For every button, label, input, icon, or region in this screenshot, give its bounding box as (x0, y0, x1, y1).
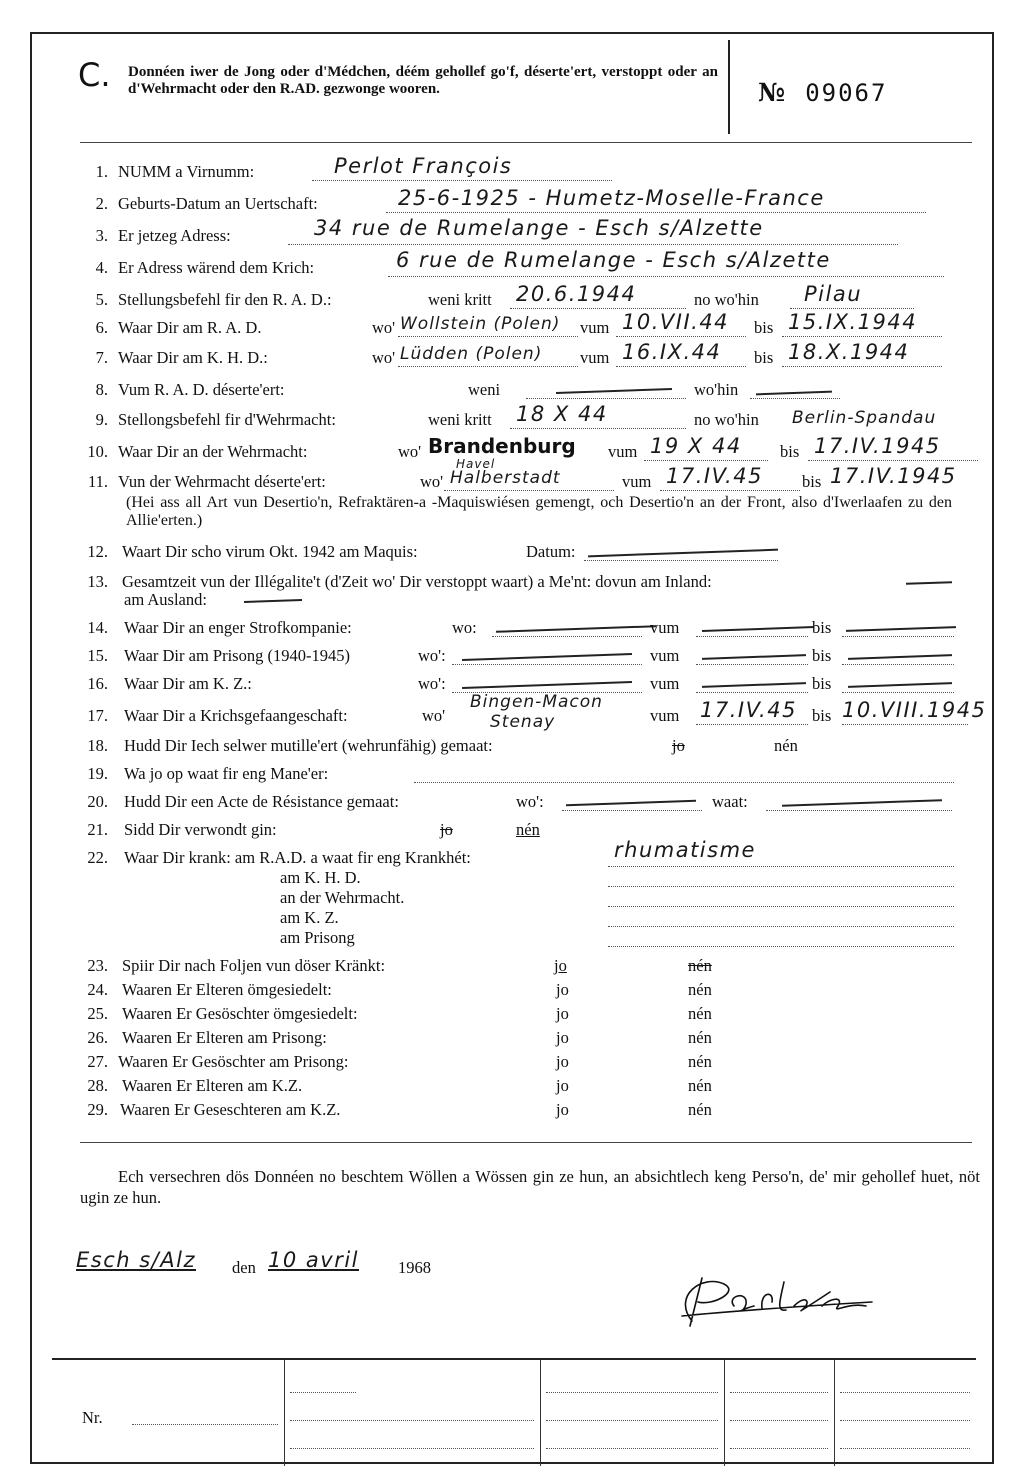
where-label: wo': (516, 792, 544, 811)
from-label: vum (580, 348, 610, 367)
fill-line (492, 636, 642, 637)
when-value: 20.6.1944 (516, 282, 637, 306)
form-header (32, 34, 996, 142)
fill-line (696, 664, 808, 665)
strike-stroke (848, 682, 952, 687)
when-label: weni kritt (428, 410, 492, 429)
item-label: Sidd Dir verwondt gin: (124, 820, 277, 839)
strike-stroke (702, 654, 806, 659)
item-label: Waar Dir krank: am R.A.D. a waat fir eng Krankhét: (124, 848, 471, 867)
yes-option: jo (556, 1004, 569, 1023)
strike-stroke (848, 654, 952, 659)
box-fill-line (290, 1448, 534, 1449)
box-fill-line (290, 1392, 356, 1393)
item-label: Stellongsbefehl fir d'Wehrmacht: (118, 410, 336, 429)
item-label: Waar Dir an enger Strofkompanie: (124, 618, 352, 637)
item-label: Waar Dir am K. H. D.: (118, 348, 268, 367)
item-label: Waar Dir a Krichsgefaangeschaft: (124, 706, 348, 725)
fill-line (510, 308, 686, 309)
item-label: Er jetzeg Adress: (118, 226, 231, 245)
item-label: Geburts-Datum an Uertschaft: (118, 194, 318, 213)
fill-line (584, 560, 778, 561)
sub-label: an der Wehrmacht. (280, 888, 405, 907)
item-number: 10. (87, 442, 108, 461)
to-value: 15.IX.1944 (788, 310, 918, 334)
from-value: 17.IV.45 (666, 464, 763, 488)
item-number: 17. (87, 706, 108, 725)
address-value: 34 rue de Rumelange - Esch s/Alzette (314, 216, 764, 240)
when-label: weni kritt (428, 290, 492, 309)
fill-line (608, 906, 954, 907)
item-label: Hudd Dir Iech selwer mutille'ert (wehrunfähig) gemaat: (124, 736, 493, 755)
item-label: Waar Dir am Prisong (1940-1945) (124, 646, 350, 665)
item-number: 26. (87, 1028, 108, 1047)
item-number: 3. (95, 226, 108, 245)
where-value: Halberstadt (450, 468, 561, 488)
yes-option: jo (440, 820, 453, 839)
no-option: nén (688, 980, 712, 999)
fill-line (790, 308, 914, 309)
fill-line (842, 664, 954, 665)
item-label: NUMM a Virnumm: (118, 162, 255, 181)
from-value: 16.IX.44 (622, 340, 722, 364)
to-label: bis (754, 318, 774, 337)
strike-stroke (702, 626, 814, 631)
to-value: 17.IV.1945 (830, 464, 957, 488)
where-label: no wo'hin (694, 290, 759, 309)
box-fill-line (290, 1420, 534, 1421)
yes-option: jo (556, 1052, 569, 1071)
illness-value: rhumatisme (614, 838, 756, 862)
where-label: wo'hin (694, 380, 739, 399)
sub-label: am Prisong (280, 928, 355, 947)
nr-fill-line (132, 1424, 278, 1425)
bottom-divider (540, 1360, 541, 1466)
bottom-divider (834, 1360, 835, 1466)
bottom-divider (284, 1360, 285, 1466)
strike-stroke (756, 391, 832, 395)
item-label: Vum R. A. D. déserte'ert: (118, 380, 285, 399)
item-number: 28. (87, 1076, 108, 1095)
item-label: Waar Dir am R. A. D. (118, 318, 262, 337)
yes-option: jo (556, 1076, 569, 1095)
box-fill-line (840, 1392, 970, 1393)
fill-line (782, 336, 942, 337)
form-number: 09067 (805, 79, 888, 107)
item-number: 4. (95, 258, 108, 277)
item-label: am Ausland: (124, 590, 207, 609)
box-fill-line (840, 1448, 970, 1449)
box-fill-line (546, 1392, 718, 1393)
where-value: Pilau (804, 282, 863, 306)
to-label: bis (812, 646, 832, 665)
no-option: nén (688, 1028, 712, 1047)
fill-line (526, 398, 686, 399)
yes-option: jo (672, 736, 685, 755)
number-symbol: № (758, 78, 786, 107)
from-value: 10.VII.44 (622, 310, 730, 334)
section-letter: C. (78, 56, 111, 94)
no-option: nén (688, 1004, 712, 1023)
item-number: 7. (95, 348, 108, 367)
item-number: 23. (87, 956, 108, 975)
where-label: wo' (372, 348, 396, 367)
desertion-note: (Hei ass all Art vun Desertio'n, Refraktären-a -Maquiswiésen gemengt, och Desertio'n an der Front, also d'Iwerlaafen zu den Allie'erten.) (126, 494, 952, 529)
to-label: bis (812, 618, 832, 637)
item-label: Waar Dir an der Wehrmacht: (118, 442, 308, 461)
fill-line (608, 866, 954, 867)
fill-line (842, 724, 968, 725)
item-number: 12. (87, 542, 108, 561)
item-label: Stellungsbefehl fir den R. A. D.: (118, 290, 332, 309)
fill-line (414, 782, 954, 783)
item-label: Waaren Er Gesöschter ömgesiedelt: (122, 1004, 358, 1023)
item-number: 14. (87, 618, 108, 637)
item-number: 18. (87, 736, 108, 755)
yes-option: jo (556, 1028, 569, 1047)
signature-year: 1968 (398, 1258, 431, 1277)
item-label: Waaren Er Elteren am Prisong: (122, 1028, 327, 1047)
from-value: 19 X 44 (650, 434, 742, 458)
no-option: nén (688, 956, 712, 975)
fill-line (696, 636, 808, 637)
fill-line (608, 886, 954, 887)
strike-stroke (244, 599, 302, 603)
signature-date: 10 avril (268, 1248, 359, 1272)
header-rule (80, 142, 972, 143)
item-number: 24. (87, 980, 108, 999)
declaration-rule (80, 1142, 972, 1143)
item-label: Waaren Er Geseschteren am K.Z. (120, 1100, 341, 1119)
no-option: nén (516, 820, 540, 839)
where-label: wo' (372, 318, 396, 337)
from-label: vum (650, 646, 680, 665)
strike-stroke (556, 388, 672, 394)
strike-stroke (462, 681, 632, 688)
to-label: bis (812, 706, 832, 725)
item-number: 25. (87, 1004, 108, 1023)
where-value-2: Stenay (490, 712, 556, 732)
item-number: 9. (95, 410, 108, 429)
nr-label: Nr. (82, 1408, 103, 1427)
when-value: 18 X 44 (516, 402, 608, 426)
fill-line (808, 460, 978, 461)
where-value: Wollstein (Polen) (400, 314, 561, 334)
fill-line (444, 490, 614, 491)
fill-line (660, 490, 800, 491)
bottom-divider (724, 1360, 725, 1466)
box-fill-line (730, 1420, 828, 1421)
strike-stroke (702, 682, 806, 687)
fill-line (842, 636, 954, 637)
box-fill-line (730, 1448, 828, 1449)
from-value: 17.IV.45 (700, 698, 797, 722)
fill-line (386, 212, 926, 213)
item-label: Waaren Er Gesöschter am Prisong: (118, 1052, 349, 1071)
to-label: bis (812, 674, 832, 693)
strike-stroke (496, 625, 656, 632)
fill-line (312, 180, 612, 181)
box-fill-line (730, 1392, 828, 1393)
fill-line (562, 810, 702, 811)
fill-line (644, 460, 768, 461)
strike-stroke (782, 799, 942, 806)
item-label: Er Adress wärend dem Krich: (118, 258, 315, 277)
item-label: Waar Dir am K. Z.: (124, 674, 252, 693)
where-label: wo' (422, 706, 446, 725)
from-label: vum (650, 706, 680, 725)
item-number: 5. (95, 290, 108, 309)
fill-line (398, 366, 578, 367)
where-label: wo' (398, 442, 422, 461)
fill-line (750, 398, 840, 399)
signature-graphic (662, 1266, 892, 1336)
item-number: 1. (95, 162, 108, 181)
item-number: 22. (87, 848, 108, 867)
date-label: Datum: (526, 542, 576, 561)
from-label: vum (622, 472, 652, 491)
item-label: Waaren Er Elteren am K.Z. (122, 1076, 303, 1095)
fill-line (782, 366, 942, 367)
fill-line (452, 664, 642, 665)
item-number: 21. (87, 820, 108, 839)
declaration-text: Ech versechren dös Donnéen no beschtem Wöllen a Wössen gin ze hun, an absichtlech keng Perso'n, de' mir gehollef huet, nöt ugin ze hun. (80, 1167, 980, 1207)
where-value: Brandenburg (428, 434, 576, 458)
sub-label: am K. H. D. (280, 868, 361, 887)
bottom-rule (52, 1358, 976, 1360)
fill-line (766, 810, 952, 811)
from-label: vum (650, 674, 680, 693)
no-option: nén (688, 1076, 712, 1095)
no-option: nén (774, 736, 798, 755)
to-value: 17.IV.1945 (814, 434, 941, 458)
to-value: 18.X.1944 (788, 340, 910, 364)
where-label: no wo'hin (694, 410, 759, 429)
item-number: 15. (87, 646, 108, 665)
form-title: Donnéen iwer de Jong oder d'Médchen, déém gehollef go'f, déserte'ert, verstoppt oder an d'Wehrmacht oder den R.AD. gezwonge wooren. (128, 64, 718, 97)
strike-stroke (588, 549, 778, 557)
where-label: wo': (418, 646, 446, 665)
form-number-box (758, 78, 887, 107)
item-number: 8. (95, 380, 108, 399)
item-label: Hudd Dir een Acte de Résistance gemaat: (124, 792, 399, 811)
item-number: 2. (95, 194, 108, 213)
from-label: vum (608, 442, 638, 461)
name-value: Perlot François (334, 154, 513, 178)
fill-line (398, 336, 578, 337)
fill-line (616, 336, 746, 337)
item-number: 16. (87, 674, 108, 693)
item-label: Waart Dir scho virum Okt. 1942 am Maquis: (122, 542, 418, 561)
strike-stroke (906, 581, 952, 584)
box-fill-line (840, 1420, 970, 1421)
where-note: Havel (456, 457, 496, 471)
when-label: weni (468, 380, 501, 399)
where-value: Berlin-Spandau (792, 408, 937, 428)
to-label: bis (802, 472, 822, 491)
signature-place: Esch s/Alz (76, 1248, 196, 1272)
item-number: 29. (87, 1100, 108, 1119)
yes-option: jo (556, 1100, 569, 1119)
item-number: 13. (87, 572, 108, 591)
item-number: 20. (87, 792, 108, 811)
no-option: nén (688, 1100, 712, 1119)
fill-line (608, 946, 954, 947)
what-label: waat: (712, 792, 748, 811)
fill-line (842, 692, 954, 693)
fill-line (608, 926, 954, 927)
to-value: 10.VIII.1945 (842, 698, 987, 722)
fill-line (696, 724, 808, 725)
header-divider (728, 40, 730, 134)
birth-value: 25-6-1925 - Humetz-Moselle-France (398, 186, 825, 210)
strike-stroke (846, 626, 956, 631)
signature (662, 1266, 892, 1340)
war-address-value: 6 rue de Rumelange - Esch s/Alzette (396, 248, 831, 272)
item-number: 19. (87, 764, 108, 783)
item-label: Vun der Wehrmacht déserte'ert: (118, 472, 326, 491)
to-label: bis (754, 348, 774, 367)
fill-line (696, 692, 808, 693)
yes-option: jo (554, 956, 567, 975)
strike-stroke (462, 653, 632, 660)
den-label: den (232, 1258, 256, 1277)
no-option: nén (688, 1052, 712, 1071)
item-number: 11. (87, 472, 108, 491)
box-fill-line (546, 1420, 718, 1421)
fill-line (388, 276, 944, 277)
yes-option: jo (556, 980, 569, 999)
where-label: wo': (418, 674, 446, 693)
where-label: wo' (420, 472, 444, 491)
strike-stroke (566, 800, 696, 806)
where-value: Bingen-Macon (470, 692, 603, 712)
item-number: 6. (95, 318, 108, 337)
form-page (30, 32, 994, 1464)
fill-line (510, 428, 686, 429)
from-label: vum (650, 618, 680, 637)
box-fill-line (546, 1448, 718, 1449)
where-label: wo: (452, 618, 477, 637)
item-number: 27. (87, 1052, 108, 1071)
item-label: Gesamtzeit vun der Illégalite't (d'Zeit wo' Dir verstoppt waart) a Me'nt: dovun am Inland: (122, 572, 712, 591)
item-label: Wa jo op waat fir eng Mane'er: (124, 764, 329, 783)
fill-line (616, 366, 746, 367)
from-label: vum (580, 318, 610, 337)
sub-label: am K. Z. (280, 908, 339, 927)
to-label: bis (780, 442, 800, 461)
item-label: Waaren Er Elteren ömgesiedelt: (122, 980, 332, 999)
fill-line (288, 244, 898, 245)
where-value: Lüdden (Polen) (400, 344, 543, 364)
item-label: Spiir Dir nach Foljen vun döser Kränkt: (122, 956, 386, 975)
